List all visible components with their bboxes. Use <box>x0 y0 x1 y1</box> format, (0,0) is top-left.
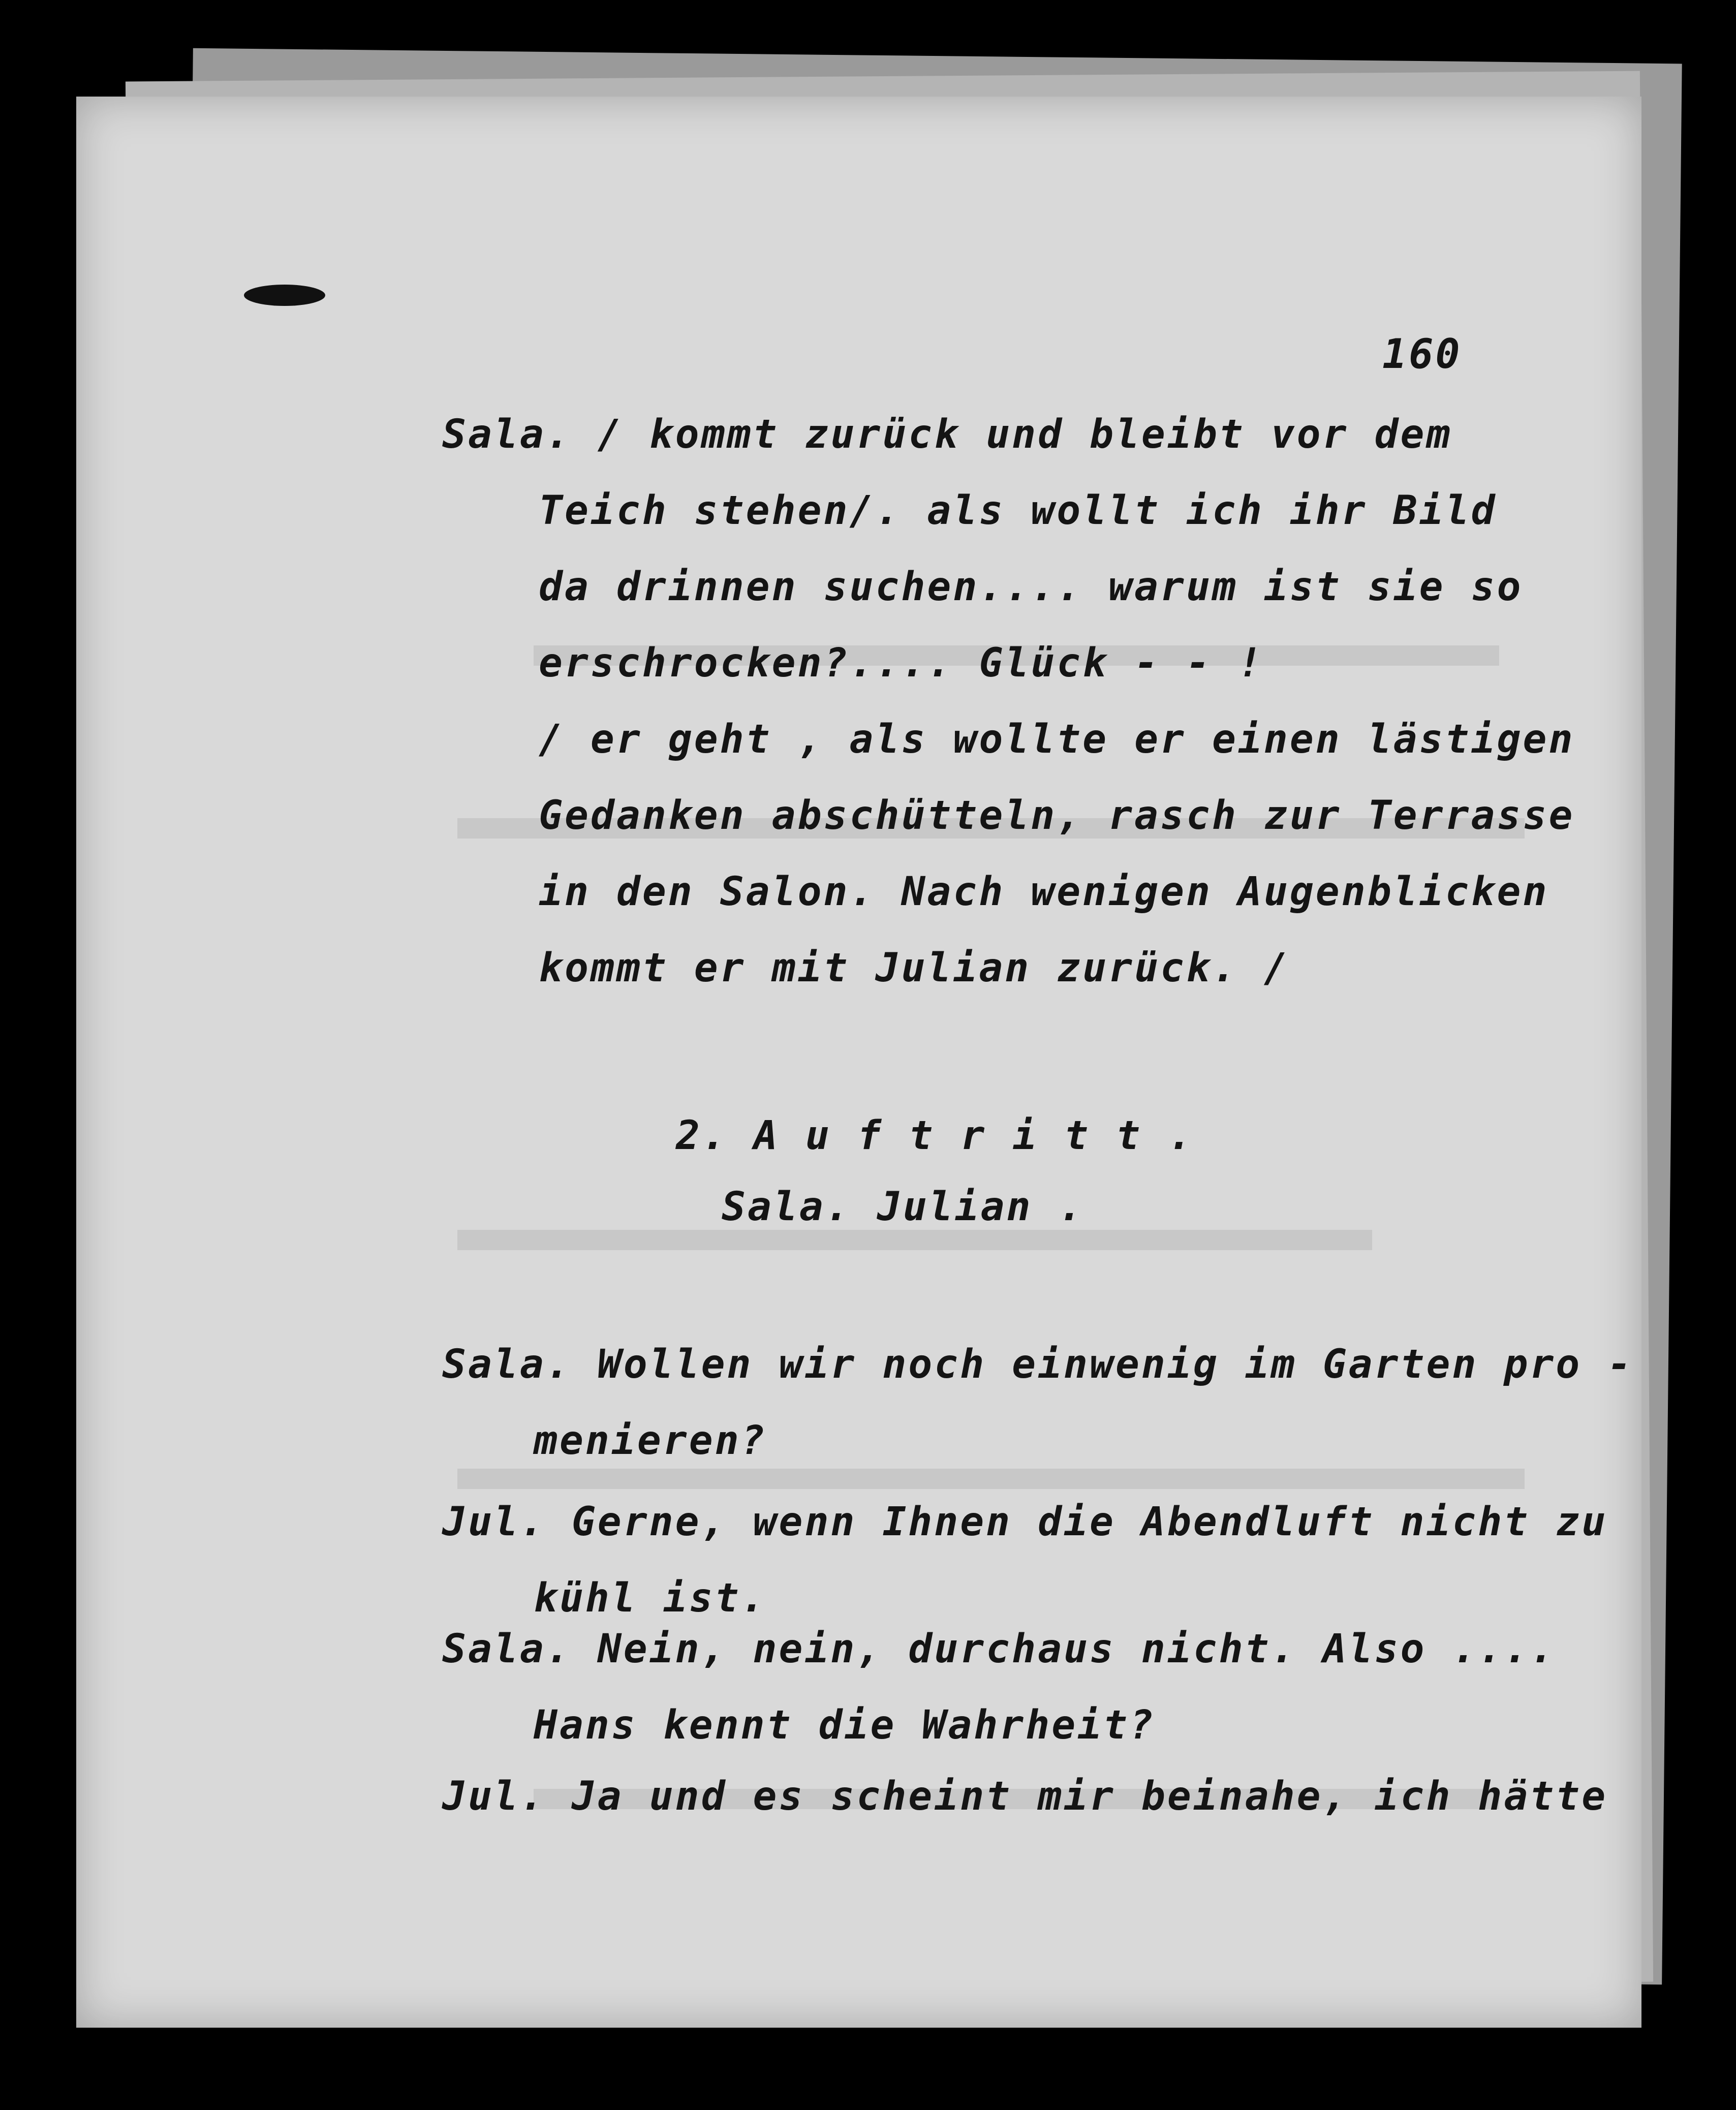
text-line-4: erschrocken?.... Glück - - ! <box>539 640 1264 686</box>
bleed-through <box>457 1230 1372 1250</box>
text-line-1: Sala. / kommt zurück und bleibt vor dem <box>442 412 1452 457</box>
scene-characters: Sala. Julian . <box>722 1184 1084 1230</box>
punch-hole <box>244 285 325 306</box>
text-line-5: / er geht , als wollte er einen lästigen <box>539 717 1575 762</box>
dialogue-line-5: Sala. Nein, nein, durchaus nicht. Also .... <box>442 1626 1556 1672</box>
dialogue-line-2: menieren? <box>534 1418 767 1464</box>
dialogue-line-1: Sala. Wollen wir noch einwenig im Garten pro - <box>442 1342 1634 1387</box>
text-line-7: in den Salon. Nach wenigen Augenblicken <box>539 869 1549 915</box>
text-line-3: da drinnen suchen.... warum ist sie so <box>539 564 1523 610</box>
text-line-8: kommt er mit Julian zurück. / <box>539 945 1290 991</box>
text-line-6: Gedanken abschütteln, rasch zur Terrasse <box>539 793 1575 839</box>
dialogue-line-6: Hans kennt die Wahrheit? <box>534 1702 1156 1748</box>
text-line-2: Teich stehen/. als wollt ich ihr Bild <box>539 488 1497 534</box>
scene-heading: 2. A u f t r i t t . <box>676 1113 1194 1159</box>
dialogue-line-4: kühl ist. <box>534 1575 767 1621</box>
bleed-through <box>457 1469 1525 1489</box>
dialogue-line-3: Jul. Gerne, wenn Ihnen die Abendluft nicht zu <box>442 1499 1608 1545</box>
dialogue-line-7: Jul. Ja und es scheint mir beinahe, ich hätte <box>442 1774 1608 1819</box>
page-number: 160 <box>1382 330 1462 378</box>
